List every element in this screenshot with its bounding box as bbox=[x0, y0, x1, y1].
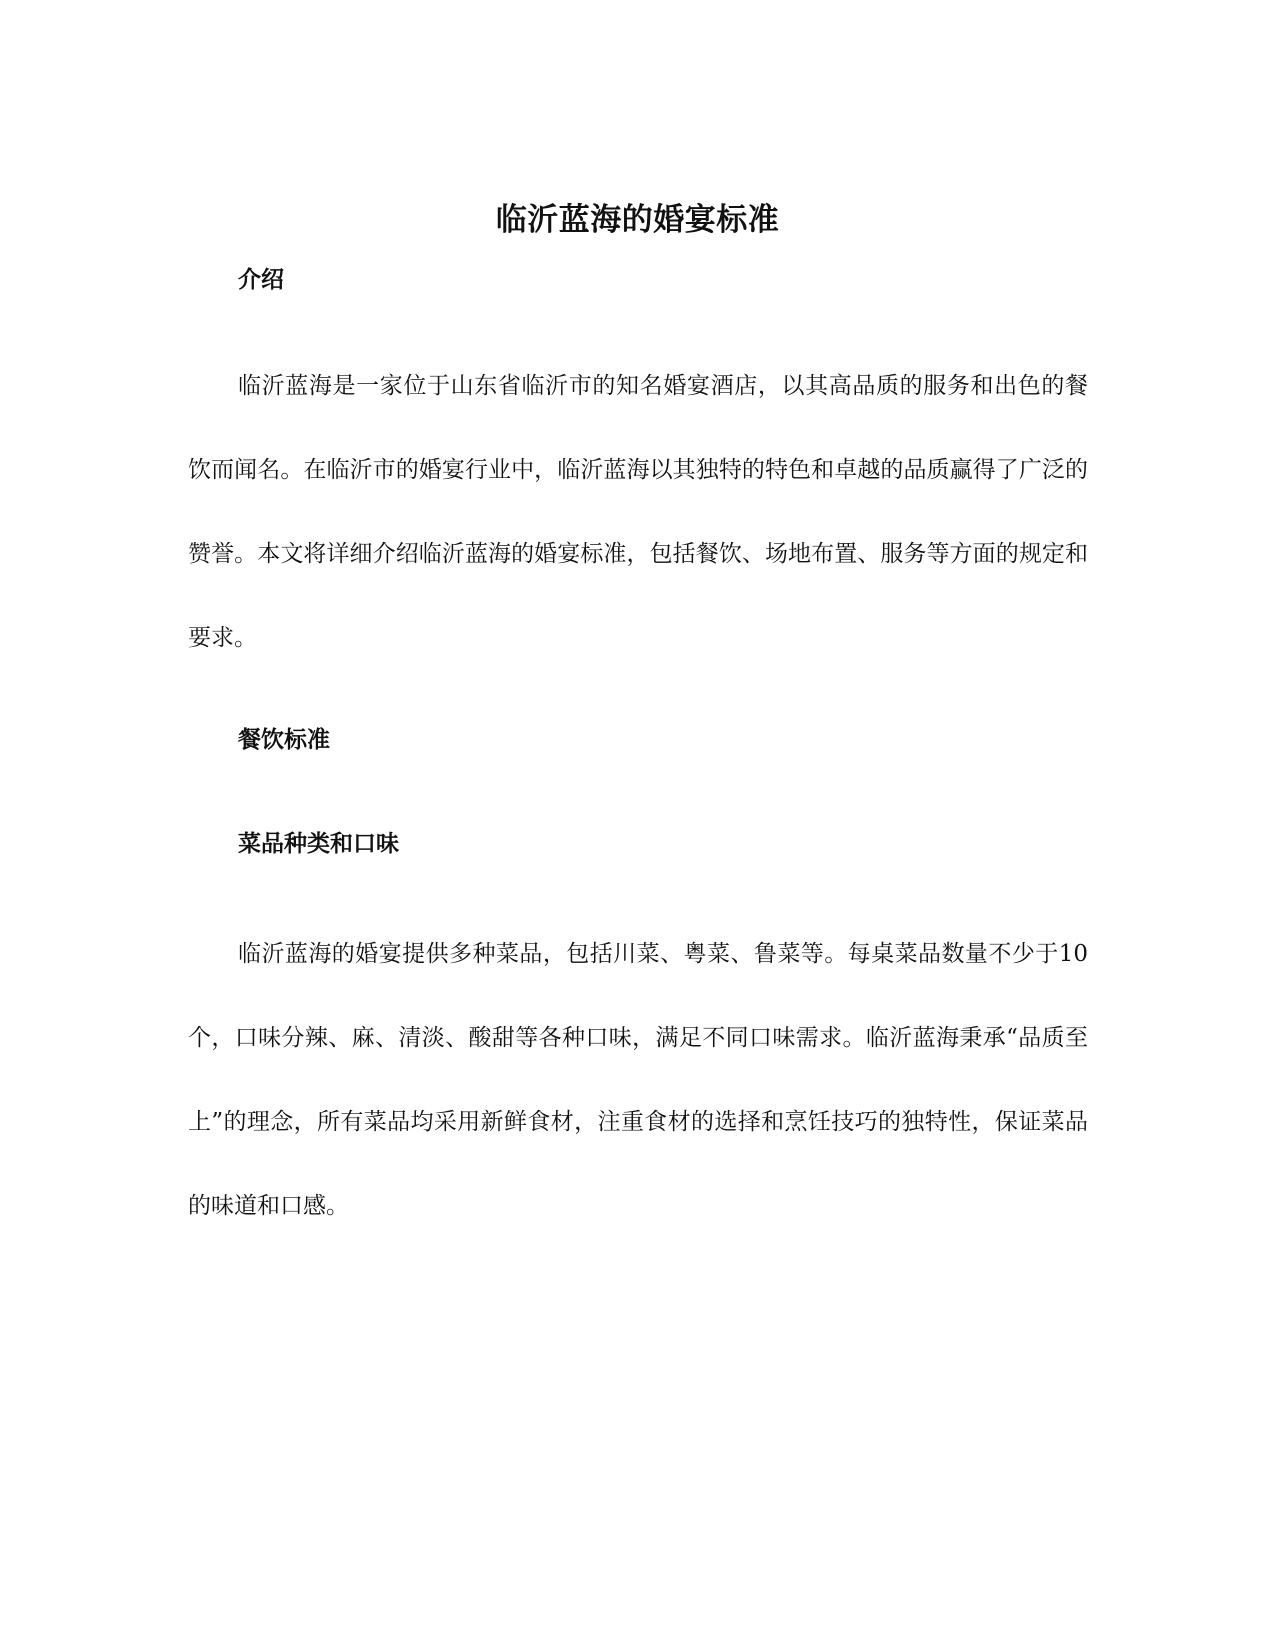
section-heading-intro: 介绍 bbox=[238, 267, 284, 293]
paragraph-intro: 临沂蓝海是一家位于山东省临沂市的知名婚宴酒店，以其高品质的服务和出色的餐饮而闻名。在临沂市的婚宴行业中，临沂蓝海以其独特的特色和卓越的品质赢得了广泛的赞誉。本文将详细介绍临沂蓝海的婚宴标准，包括餐饮、场地布置、服务等方面的规定和要求。 bbox=[188, 373, 1088, 651]
section-heading-catering-standards: 餐饮标准 bbox=[238, 727, 330, 753]
document-title: 临沂蓝海的婚宴标准 bbox=[495, 202, 780, 238]
section-heading-dish-types: 菜品种类和口味 bbox=[238, 831, 399, 857]
paragraph-dish-types: 临沂蓝海的婚宴提供多种菜品，包括川菜、粤菜、鲁菜等。每桌菜品数量不少于10个，口味分辣、麻、清淡、酸甜等各种口味，满足不同口味需求。临沂蓝海秉承“品质至上”的理念，所有菜品均采用新鲜食材，注重食材的选择和烹饪技巧的独特性，保证菜品的味道和口感。 bbox=[188, 941, 1088, 1219]
